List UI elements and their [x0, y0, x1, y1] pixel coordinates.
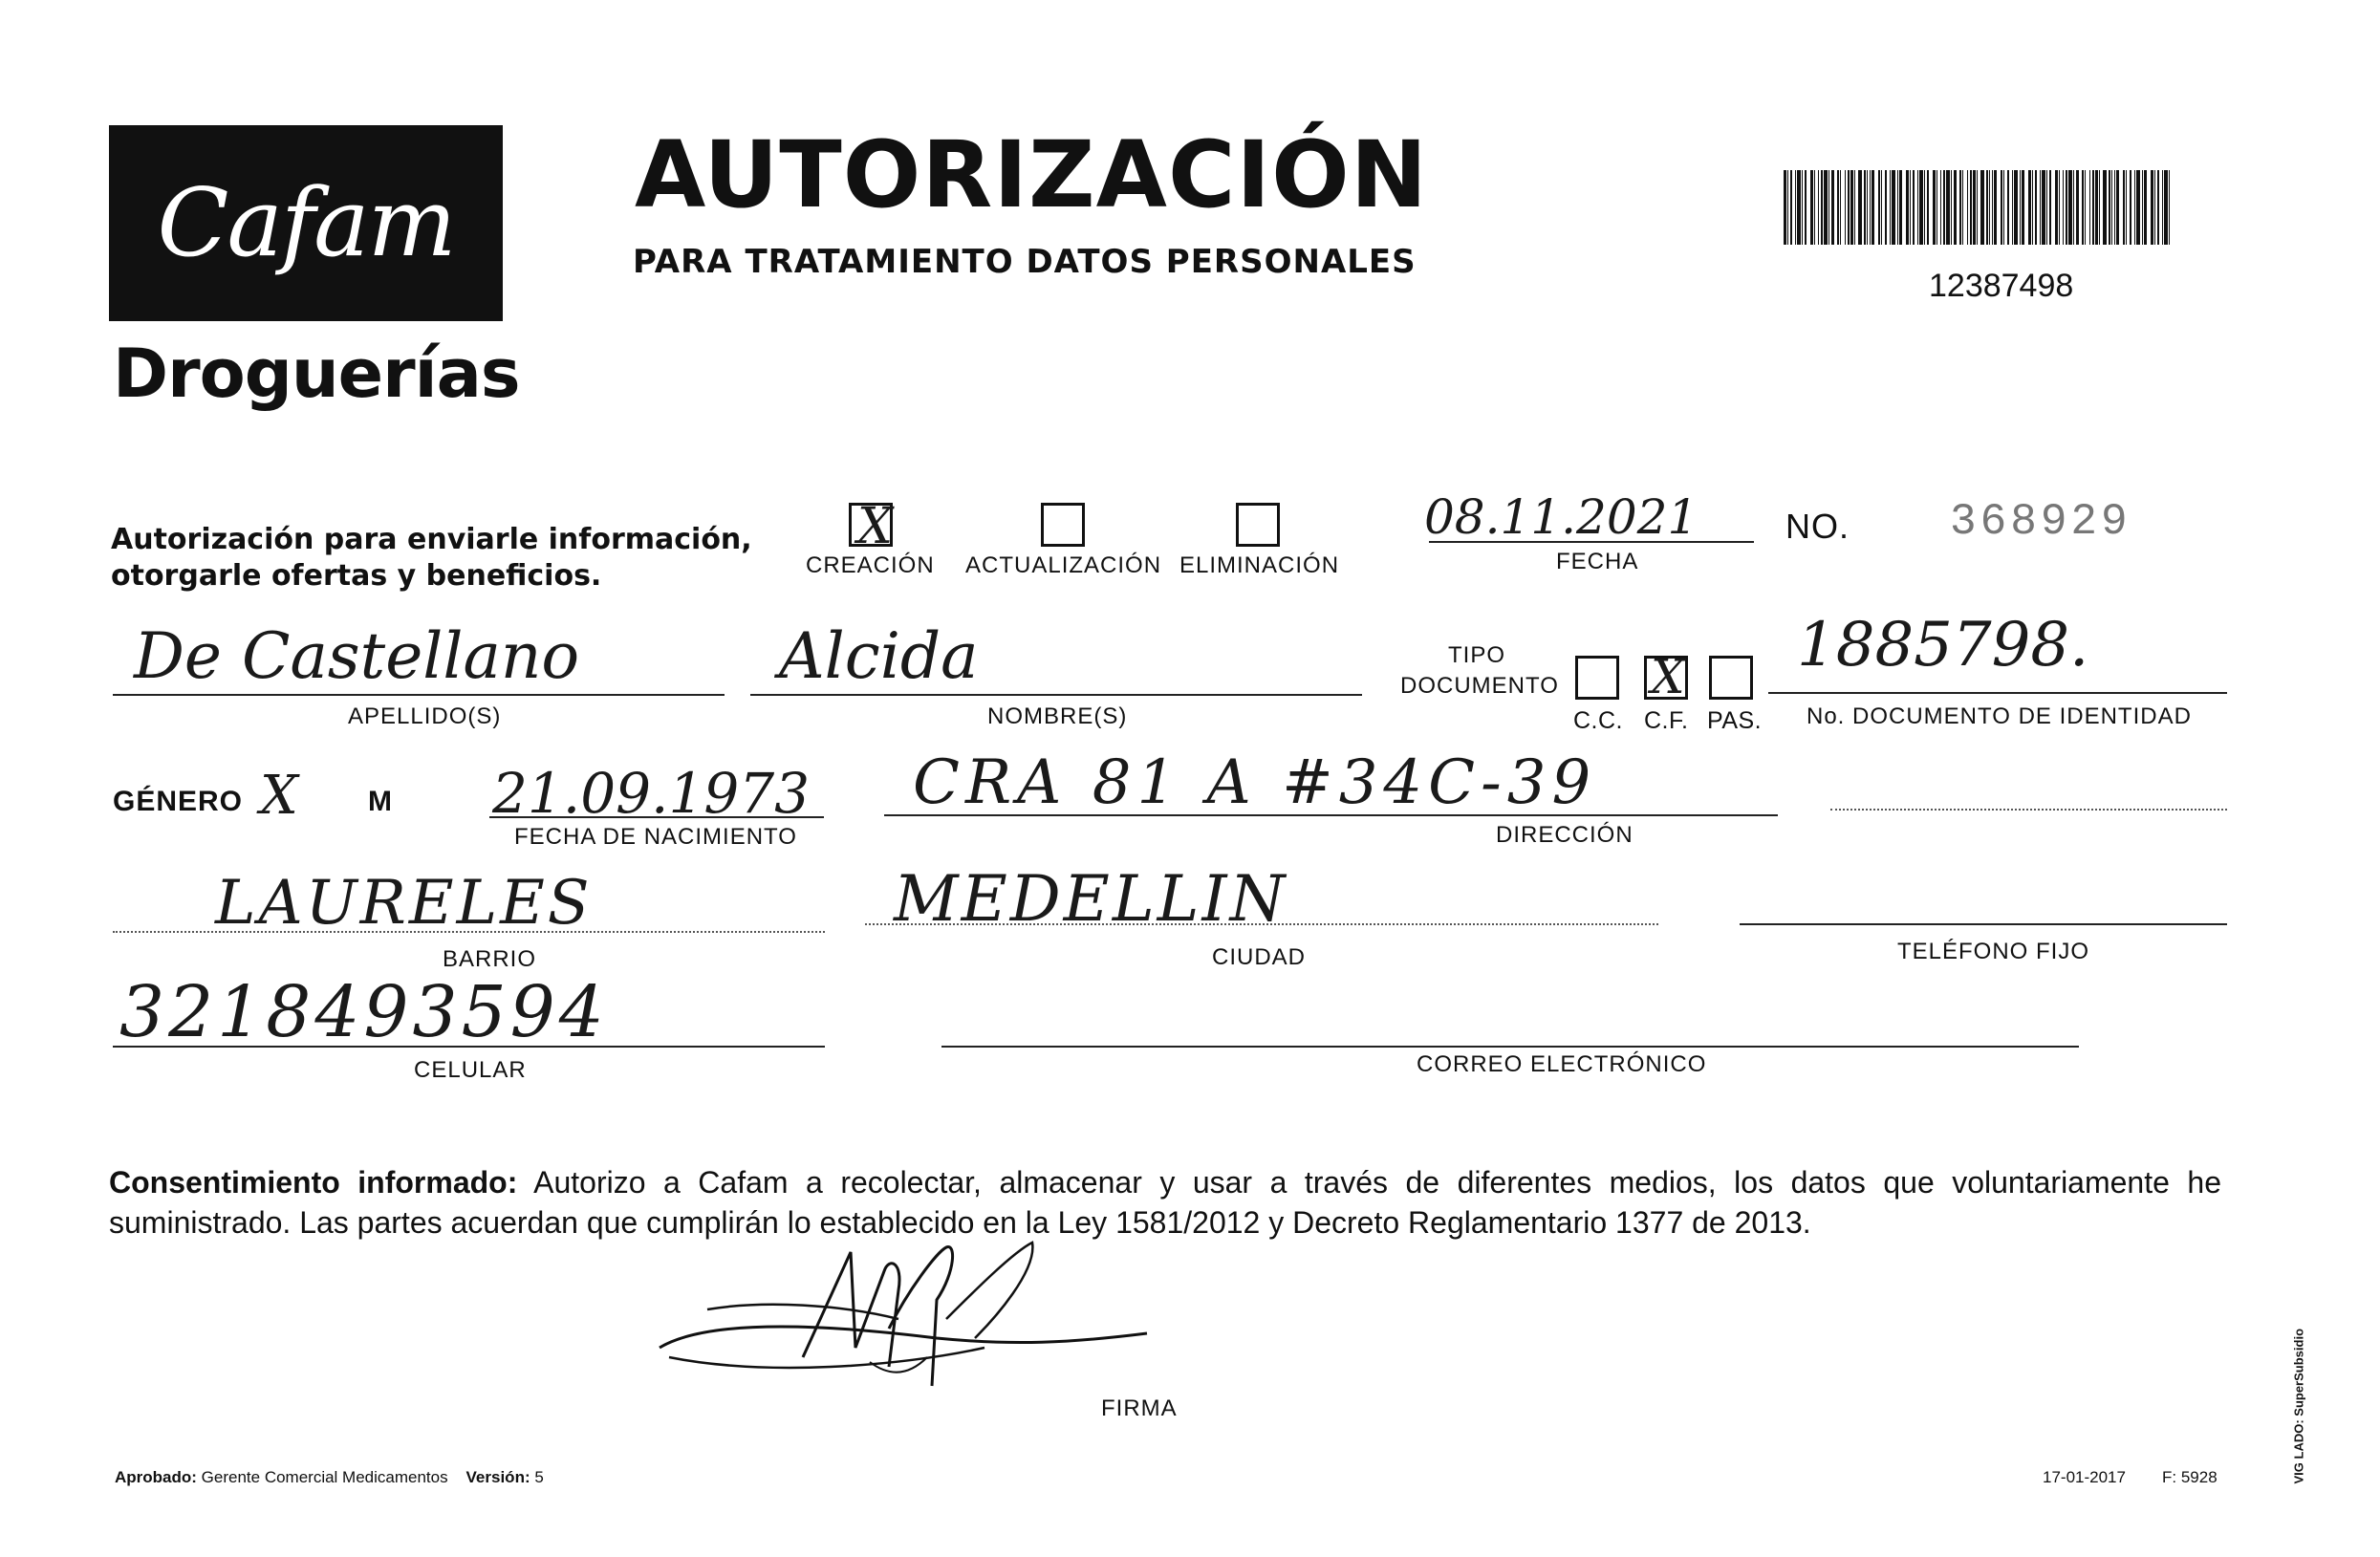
aprobado-value: Gerente Comercial Medicamentos — [201, 1468, 448, 1486]
creacion-check-mark: X — [857, 498, 894, 555]
barrio-label: BARRIO — [443, 946, 537, 972]
documento-label: No. DOCUMENTO DE IDENTIDAD — [1807, 703, 2192, 729]
numero-label: NO. — [1785, 507, 1850, 546]
nombres-label: NOMBRE(S) — [987, 703, 1128, 729]
celular-line — [113, 1046, 825, 1048]
barrio-line — [113, 931, 825, 933]
barcode — [1784, 170, 2175, 245]
form-subtitle: PARA TRATAMIENTO DATOS PERSONALES — [633, 243, 1417, 281]
signature-drawing — [650, 1233, 1185, 1395]
actualizacion-checkbox[interactable] — [1041, 503, 1085, 547]
footer-date: 17-01-2017 — [2043, 1468, 2126, 1486]
intro-line-2: otorgarle ofertas y beneficios. — [111, 559, 602, 593]
tipo-doc-label-2: DOCUMENTO — [1400, 673, 1559, 699]
ciudad-line — [865, 923, 1658, 925]
fecha-line — [1429, 541, 1754, 543]
ciudad-value[interactable]: MEDELLIN — [894, 862, 1288, 936]
direccion-line — [884, 814, 1778, 816]
fecha-nacimiento-line — [489, 816, 824, 818]
version-value: 5 — [534, 1468, 544, 1486]
logo-text: Cafam — [157, 168, 455, 278]
eliminacion-label: ELIMINACIÓN — [1179, 552, 1340, 578]
tipo-doc-label-1: TIPO — [1448, 642, 1506, 668]
intro-line-1: Autorización para enviarle información, — [111, 523, 752, 556]
apellidos-value[interactable]: De Castellano — [134, 619, 580, 693]
pas-label: PAS. — [1707, 707, 1763, 734]
eliminacion-checkbox[interactable] — [1236, 503, 1280, 547]
cc-checkbox[interactable] — [1575, 656, 1619, 700]
pas-checkbox[interactable] — [1709, 656, 1753, 700]
fecha-nacimiento-label: FECHA DE NACIMIENTO — [514, 824, 797, 850]
side-text: VIG LADO: SuperSubsidio — [2291, 1328, 2306, 1484]
cf-checkbox[interactable] — [1644, 649, 1688, 704]
telefono-label: TELÉFONO FIJO — [1897, 939, 2090, 964]
side-vertical-text — [2284, 1271, 2313, 1491]
telefono-line[interactable] — [1740, 923, 2227, 925]
cafam-logo — [109, 125, 503, 321]
celular-value[interactable]: 3218493594 — [119, 971, 608, 1053]
nombres-value[interactable]: Alcida — [779, 619, 979, 693]
barcode-number: 12387498 — [1929, 268, 2074, 304]
fecha-label: FECHA — [1556, 549, 1639, 574]
version-label: Versión: — [465, 1468, 530, 1486]
numero-value: 368929 — [1950, 497, 2131, 547]
correo-label: CORREO ELECTRÓNICO — [1417, 1051, 1707, 1077]
consent-lead: Consentimiento informado: — [109, 1165, 518, 1200]
footer-code: F: 5928 — [2162, 1468, 2218, 1486]
creacion-checkbox[interactable] — [849, 498, 894, 555]
fecha-nacimiento-value[interactable]: 21.09.1973 — [492, 761, 811, 826]
actualizacion-label: ACTUALIZACIÓN — [965, 552, 1162, 578]
celular-label: CELULAR — [414, 1057, 527, 1083]
logo-subtitle: Droguerías — [113, 335, 520, 413]
barrio-value[interactable]: LAURELES — [215, 868, 593, 939]
direccion-line-2 — [1830, 809, 2227, 811]
form-title: AUTORIZACIÓN — [635, 121, 1429, 228]
consent-paragraph — [109, 1162, 2221, 1243]
correo-line[interactable] — [941, 1046, 2079, 1048]
documento-line — [1768, 692, 2227, 694]
direccion-label: DIRECCIÓN — [1496, 822, 1634, 848]
genero-label: GÉNERO — [113, 786, 244, 817]
ciudad-label: CIUDAD — [1212, 944, 1307, 970]
documento-value[interactable]: 1885798. — [1797, 610, 2089, 681]
genero-f-mark[interactable]: X — [260, 765, 298, 827]
apellidos-line — [113, 694, 725, 696]
cc-label: C.C. — [1573, 707, 1623, 734]
genero-m-option[interactable]: M — [368, 786, 392, 817]
firma-label: FIRMA — [1101, 1395, 1178, 1421]
cf-check-mark: X — [1651, 649, 1685, 704]
nombres-line — [750, 694, 1362, 696]
aprobado-label: Aprobado: — [115, 1468, 197, 1486]
cf-label: C.F. — [1644, 707, 1689, 734]
intro-text — [111, 522, 752, 595]
footer-aprobado — [115, 1468, 544, 1487]
fecha-value[interactable]: 08.11.2021 — [1424, 489, 1698, 545]
direccion-value[interactable]: CRA 81 A #34C-39 — [913, 747, 1597, 818]
creacion-label: CREACIÓN — [806, 552, 935, 578]
apellidos-label: APELLIDO(S) — [348, 703, 502, 729]
consent-text: Autorizo a Cafam a recolectar, almacenar y usar a través de diferentes medios, los datos que voluntariamente he suministrado. Las partes acuerdan que cumplirán lo establecido en la Ley 1581/2012 y Decreto Reglamentario 1377 de 2013. — [109, 1165, 2222, 1240]
